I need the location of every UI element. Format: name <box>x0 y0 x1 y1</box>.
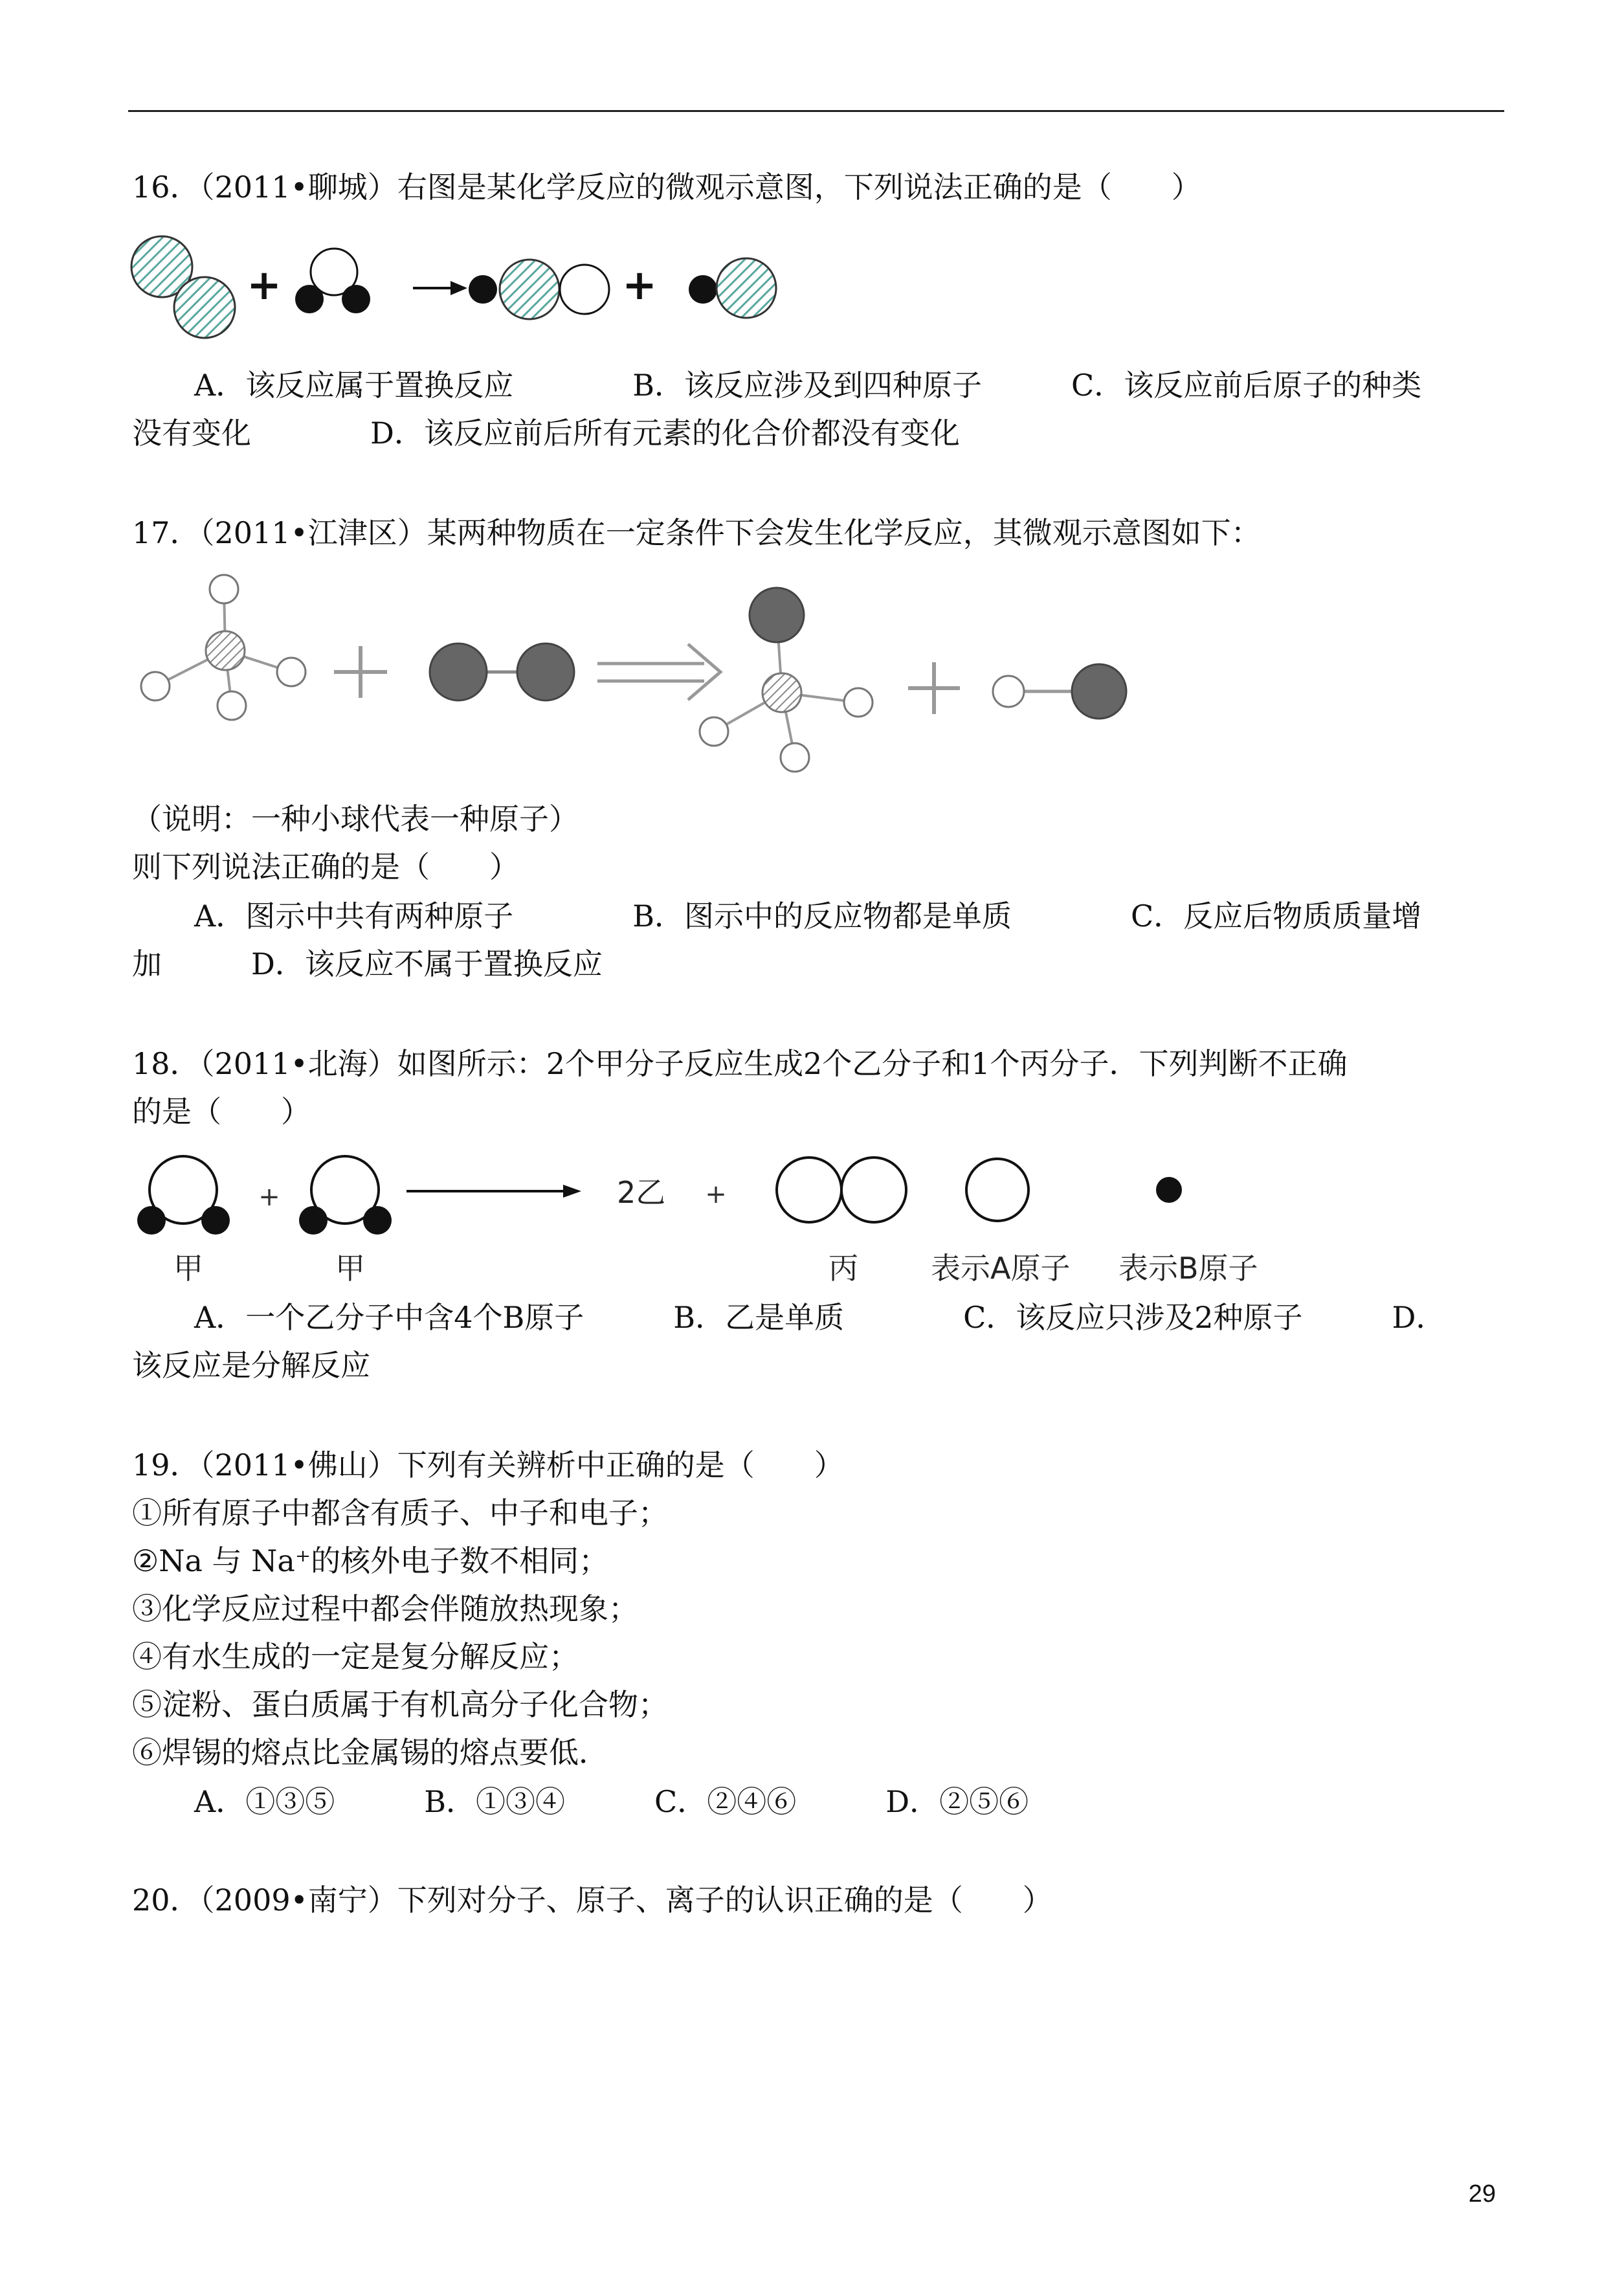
q18-options-line2: 该反应是分解反应 <box>132 1348 370 1383</box>
hatched-atom <box>174 277 235 338</box>
q19-item-2: ②Na 与 Na⁺的核外电子数不相同； <box>132 1543 609 1578</box>
svg-text:+: + <box>258 1182 280 1212</box>
black-atom <box>295 285 324 313</box>
q18-options-line1: A．一个乙分子中含4个B原子 B．乙是单质 C．该反应只涉及2种原子 D． <box>194 1300 1446 1335</box>
white-atom <box>560 265 609 314</box>
q18-legend-b: 表示B原子 <box>1118 1251 1258 1286</box>
q16-options-line2: 没有变化 D．该反应前后所有元素的化合价都没有变化 <box>132 416 960 451</box>
q16-stem: 16．（2011•聊城）右图是某化学反应的微观示意图，下列说法正确的是（ ） <box>132 170 1201 205</box>
header-rule <box>128 110 1504 112</box>
q18-stem: 18．（2011•北海）如图所示：2个甲分子反应生成2个乙分子和1个丙分子．下列判断不正确 <box>132 1046 1348 1081</box>
q18-stem-line2: 的是（ ） <box>132 1094 311 1129</box>
q16-options-line1: A．该反应属于置换反应 B．该反应涉及到四种原子 C．该反应前后原子的种类 <box>194 368 1422 403</box>
page-number: 29 <box>1468 2180 1496 2208</box>
black-atom <box>342 285 370 313</box>
black-atom <box>469 275 497 304</box>
svg-text:+: + <box>705 1180 727 1209</box>
hatched-atom <box>717 258 776 318</box>
q20-stem: 20．（2009•南宁）下列对分子、原子、离子的认识正确的是（ ） <box>132 1883 1052 1918</box>
q17-ask: 则下列说法正确的是（ ） <box>132 849 519 884</box>
q18-label-jia2: 甲 <box>335 1251 365 1286</box>
q19-item-4: ④有水生成的一定是复分解反应； <box>132 1639 579 1674</box>
q18-product-yi: 2乙 <box>617 1175 666 1210</box>
q18-label-jia1: 甲 <box>173 1251 203 1286</box>
q19-item-1: ①所有原子中都含有质子、中子和电子； <box>132 1495 668 1530</box>
q18-label-bing: 丙 <box>829 1251 858 1286</box>
q19-item-3: ③化学反应过程中都会伴随放热现象； <box>132 1591 638 1626</box>
q16-figure <box>128 227 788 343</box>
q19-options: A．①③⑤ B．①③④ C．②④⑥ D．②⑤⑥ <box>194 1784 1029 1819</box>
hatched-atom <box>500 260 559 319</box>
svg-text:+: + <box>247 262 282 309</box>
q17-options-line2: 加 D．该反应不属于置换反应 <box>132 946 603 981</box>
q17-note: （说明：一种小球代表一种原子） <box>132 801 579 836</box>
q19-stem: 19．（2011•佛山）下列有关辨析中正确的是（ ） <box>132 1448 844 1482</box>
q19-item-5: ⑤淀粉、蛋白质属于有机高分子化合物； <box>132 1687 668 1722</box>
q17-options-line1: A．图示中共有两种原子 B．图示中的反应物都是单质 C．反应后物质质量增 <box>194 899 1422 934</box>
q18-legend-a: 表示A原子 <box>931 1251 1071 1286</box>
q19-item-6: ⑥焊锡的熔点比金属锡的熔点要低． <box>132 1735 608 1770</box>
q17-stem: 17．（2011•江津区）某两种物质在一定条件下会发生化学反应，其微观示意图如下： <box>132 515 1261 550</box>
q18-figure <box>128 1146 1326 1295</box>
svg-text:+: + <box>622 262 657 309</box>
black-atom <box>689 275 717 304</box>
q17-figure <box>128 570 1164 783</box>
